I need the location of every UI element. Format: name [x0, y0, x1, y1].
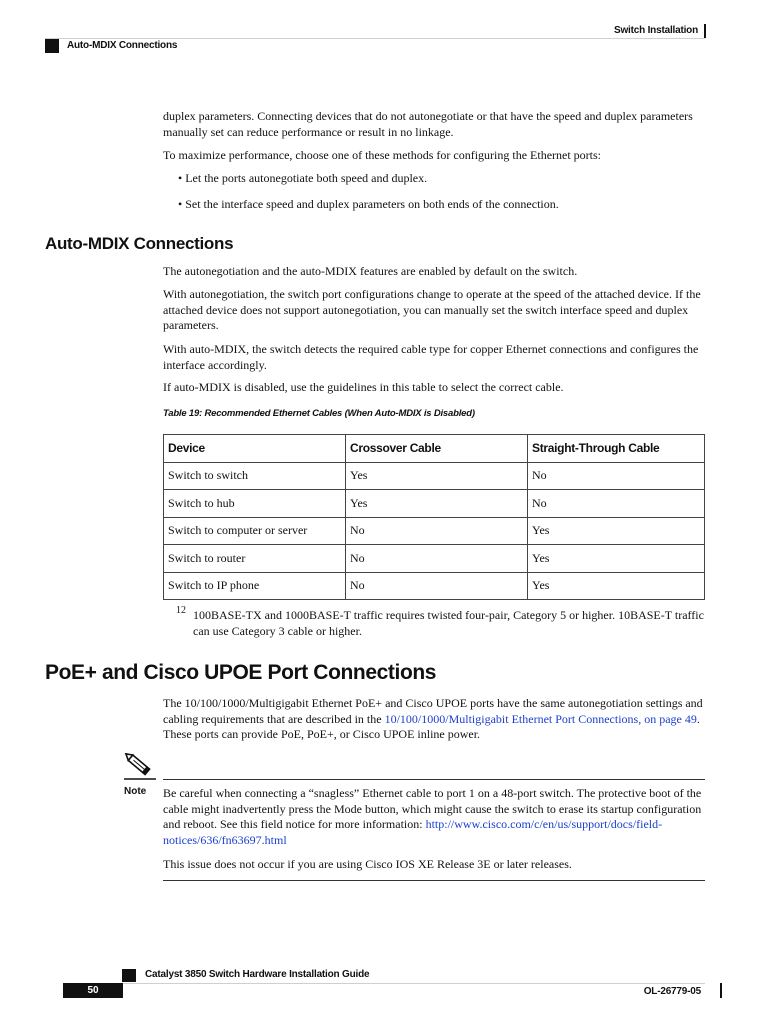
table-cell-device: Switch to router — [164, 545, 346, 573]
table-cell-straight-through: Yes — [528, 572, 705, 600]
table-header-straight-through: Straight-Through Cable — [528, 435, 705, 463]
footer-block-marker — [122, 969, 136, 982]
table-row — [164, 462, 705, 490]
table-cell-device: Switch to hub — [164, 490, 346, 518]
bullet-item: • Let the ports autonegotiate both speed and duplex. — [178, 171, 428, 185]
table-row — [164, 517, 705, 545]
note-text: Be careful when connecting a “snagless” Ethernet cable to port 1 on a 48-port switch. The protective boot of the cable might inadvertently press the Mode button, which might cause the switch to erase its startup configuration and reboot. See this field notice for more information: — [163, 786, 702, 831]
table-caption: Table 19: Recommended Ethernet Cables (When Auto-MDIX is Disabled) — [163, 408, 475, 419]
table-cell-device: Switch to IP phone — [164, 572, 346, 600]
table-cell-straight-through: No — [528, 462, 705, 490]
note-label: Note — [124, 786, 147, 797]
table-cell-crossover: Yes — [346, 490, 528, 518]
footer-guide-title: Catalyst 3850 Switch Hardware Installation Guide — [145, 969, 370, 980]
running-header-topic: Auto-MDIX Connections — [67, 40, 178, 51]
bullet-item: • Set the interface speed and duplex parameters on both ends of the connection. — [178, 197, 559, 211]
note-paragraph-2: This issue does not occur if you are using Cisco IOS XE Release 3E or later releases. — [163, 857, 572, 871]
table-cell-crossover: No — [346, 517, 528, 545]
table-row — [164, 490, 705, 518]
auto-mdix-paragraph-1: The autonegotiation and the auto-MDIX features are enabled by default on the switch. — [163, 264, 578, 278]
table-cell-crossover: No — [346, 572, 528, 600]
table-header-crossover: Crossover Cable — [346, 435, 528, 463]
poe-paragraph-text: The 10/100/1000/Multigigabit Ethernet PoE+ and Cisco UPOE ports have the same autonegotiation settings and cabling requirements that are described in the — [163, 696, 703, 726]
poe-paragraph-text-end: . These ports can provide PoE, PoE+, or Cisco UPOE inline power. — [163, 711, 700, 741]
auto-mdix-paragraph-2: With autonegotiation, the switch port configurations change to operate at the speed of the attached device. If the attached device does not support autonegotiation, you can manually set the switch interface speed and duplex parameters. — [163, 287, 701, 332]
table-cell-straight-through: Yes — [528, 517, 705, 545]
auto-mdix-paragraph-4: If auto-MDIX is disabled, use the guidelines in this table to select the correct cable. — [163, 380, 564, 394]
auto-mdix-paragraph-3: With auto-MDIX, the switch detects the required cable type for copper Ethernet connections and configures the interface accordingly. — [163, 342, 699, 372]
table-header-row — [164, 435, 705, 463]
table-cell-straight-through: No — [528, 490, 705, 518]
note-rule-top — [163, 779, 705, 780]
note-rule-bottom — [163, 880, 705, 881]
table-cell-device: Switch to switch — [164, 462, 346, 490]
section-heading-auto-mdix: Auto-MDIX Connections — [45, 234, 234, 253]
header-block-marker — [45, 39, 59, 53]
table-row — [164, 545, 705, 573]
table-cell-crossover: Yes — [346, 462, 528, 490]
table-row — [164, 572, 705, 600]
page-number: 50 — [63, 983, 123, 998]
ethernet-cable-table — [163, 434, 705, 600]
field-notice-link[interactable]: http://www.cisco.com/c/en/us/support/docs/field-notices/636/fn63697.html — [163, 817, 663, 847]
poe-paragraph — [163, 696, 708, 743]
footer-bar-marker — [720, 983, 722, 998]
header-rule — [45, 38, 705, 39]
note-paragraph — [163, 786, 708, 848]
table-cell-straight-through: Yes — [528, 545, 705, 573]
intro-paragraph-2: To maximize performance, choose one of these methods for configuring the Ethernet ports: — [163, 148, 602, 162]
intro-paragraph-1: duplex parameters. Connecting devices that do not autonegotiate or that have the speed and duplex parameters manually set can reduce performance or result in no linkage. — [163, 109, 693, 139]
header-bar-marker — [704, 24, 706, 38]
table-cell-crossover: No — [346, 545, 528, 573]
footnote-number: 12 — [176, 605, 186, 616]
pencil-icon — [122, 753, 158, 781]
running-header-section: Switch Installation — [614, 25, 698, 36]
port-connections-link[interactable]: 10/100/1000/Multigigabit Ethernet Port Connections, on page 49 — [384, 711, 697, 726]
table-cell-device: Switch to computer or server — [164, 517, 346, 545]
section-heading-poe: PoE+ and Cisco UPOE Port Connections — [45, 661, 437, 684]
table-header-device: Device — [164, 435, 346, 463]
footer-rule — [123, 983, 705, 984]
footer-doc-number: OL-26779-05 — [643, 986, 701, 997]
footnote-text: 100BASE-TX and 1000BASE-T traffic requires twisted four-pair, Category 5 or higher. 10BASE-T traffic can use Category 3 cable or higher. — [193, 608, 704, 638]
